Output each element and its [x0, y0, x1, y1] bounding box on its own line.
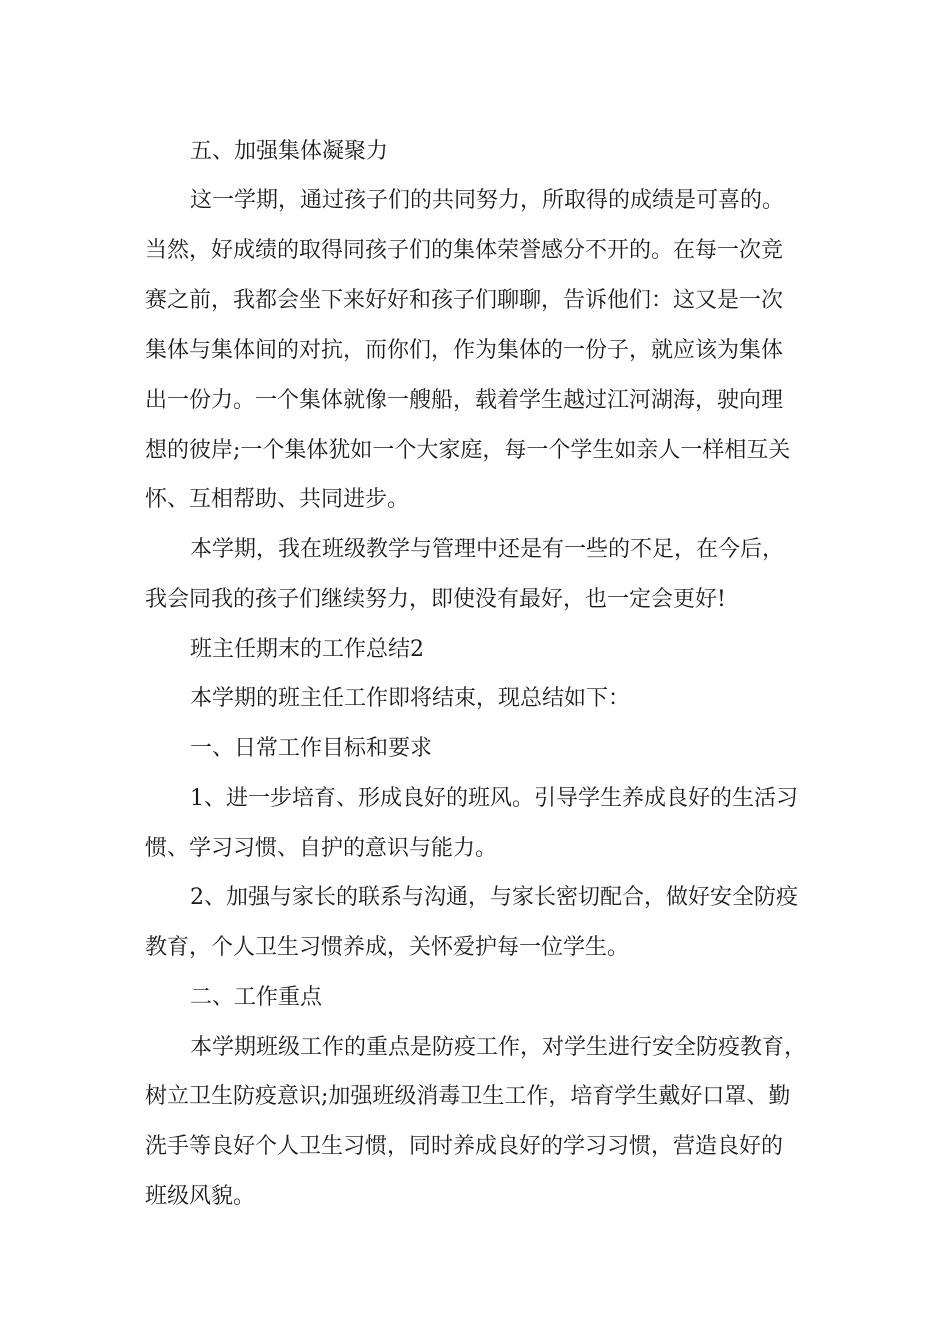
document-title: 班主任期末的工作总结2: [190, 637, 424, 662]
paragraph-line: 当然，好成绩的取得同孩子们的集体荣誉感分不开的。在每一次竞: [145, 238, 784, 263]
paragraph-line: 我会同我的孩子们继续努力，即使没有最好，也一定会更好!: [145, 587, 726, 612]
list-item-line: 教育，个人卫生习惯养成，关怀爱护每一位学生。: [145, 935, 630, 960]
list-item-line: 2、加强与家长的联系与沟通，与家长密切配合，做好安全防疫: [190, 885, 798, 910]
list-item-line: 1、进一步培育、形成良好的班风。引导学生养成良好的生活习: [190, 786, 798, 811]
paragraph-line: 集体与集体间的对抗，而你们，作为集体的一份子，就应该为集体: [145, 338, 784, 363]
paragraph-line: 本学期的班主任工作即将结束，现总结如下：: [190, 686, 631, 711]
section-heading-2: 二、工作重点: [190, 985, 323, 1010]
section-heading-1: 一、日常工作目标和要求: [190, 736, 433, 761]
section-heading-5: 五、加强集体凝聚力: [190, 139, 389, 164]
paragraph-line: 洗手等良好个人卫生习惯，同时养成良好的学习习惯，营造良好的: [145, 1134, 784, 1159]
paragraph-line: 出一份力。一个集体就像一艘船，载着学生越过江河湖海，驶向理: [145, 388, 784, 413]
paragraph-line: 班级风貌。: [145, 1184, 256, 1209]
paragraph-line: 赛之前，我都会坐下来好好和孩子们聊聊，告诉他们：这又是一次: [145, 288, 784, 313]
paragraph-line: 本学期班级工作的重点是防疫工作，对学生进行安全防疫教育，: [190, 1035, 807, 1060]
paragraph-line: 想的彼岸;一个集体犹如一个大家庭，每一个学生如亲人一样相互关: [145, 438, 791, 463]
list-item-line: 惯、学习习惯、自护的意识与能力。: [145, 836, 498, 861]
paragraph-line: 树立卫生防疫意识;加强班级消毒卫生工作，培育学生戴好口罩、勤: [145, 1084, 791, 1109]
paragraph-line: 这一学期，通过孩子们的共同努力，所取得的成绩是可喜的。: [190, 188, 785, 213]
paragraph-line: 怀、互相帮助、共同进步。: [145, 487, 410, 512]
paragraph-line: 本学期，我在班级教学与管理中还是有一些的不足，在今后，: [190, 537, 785, 562]
